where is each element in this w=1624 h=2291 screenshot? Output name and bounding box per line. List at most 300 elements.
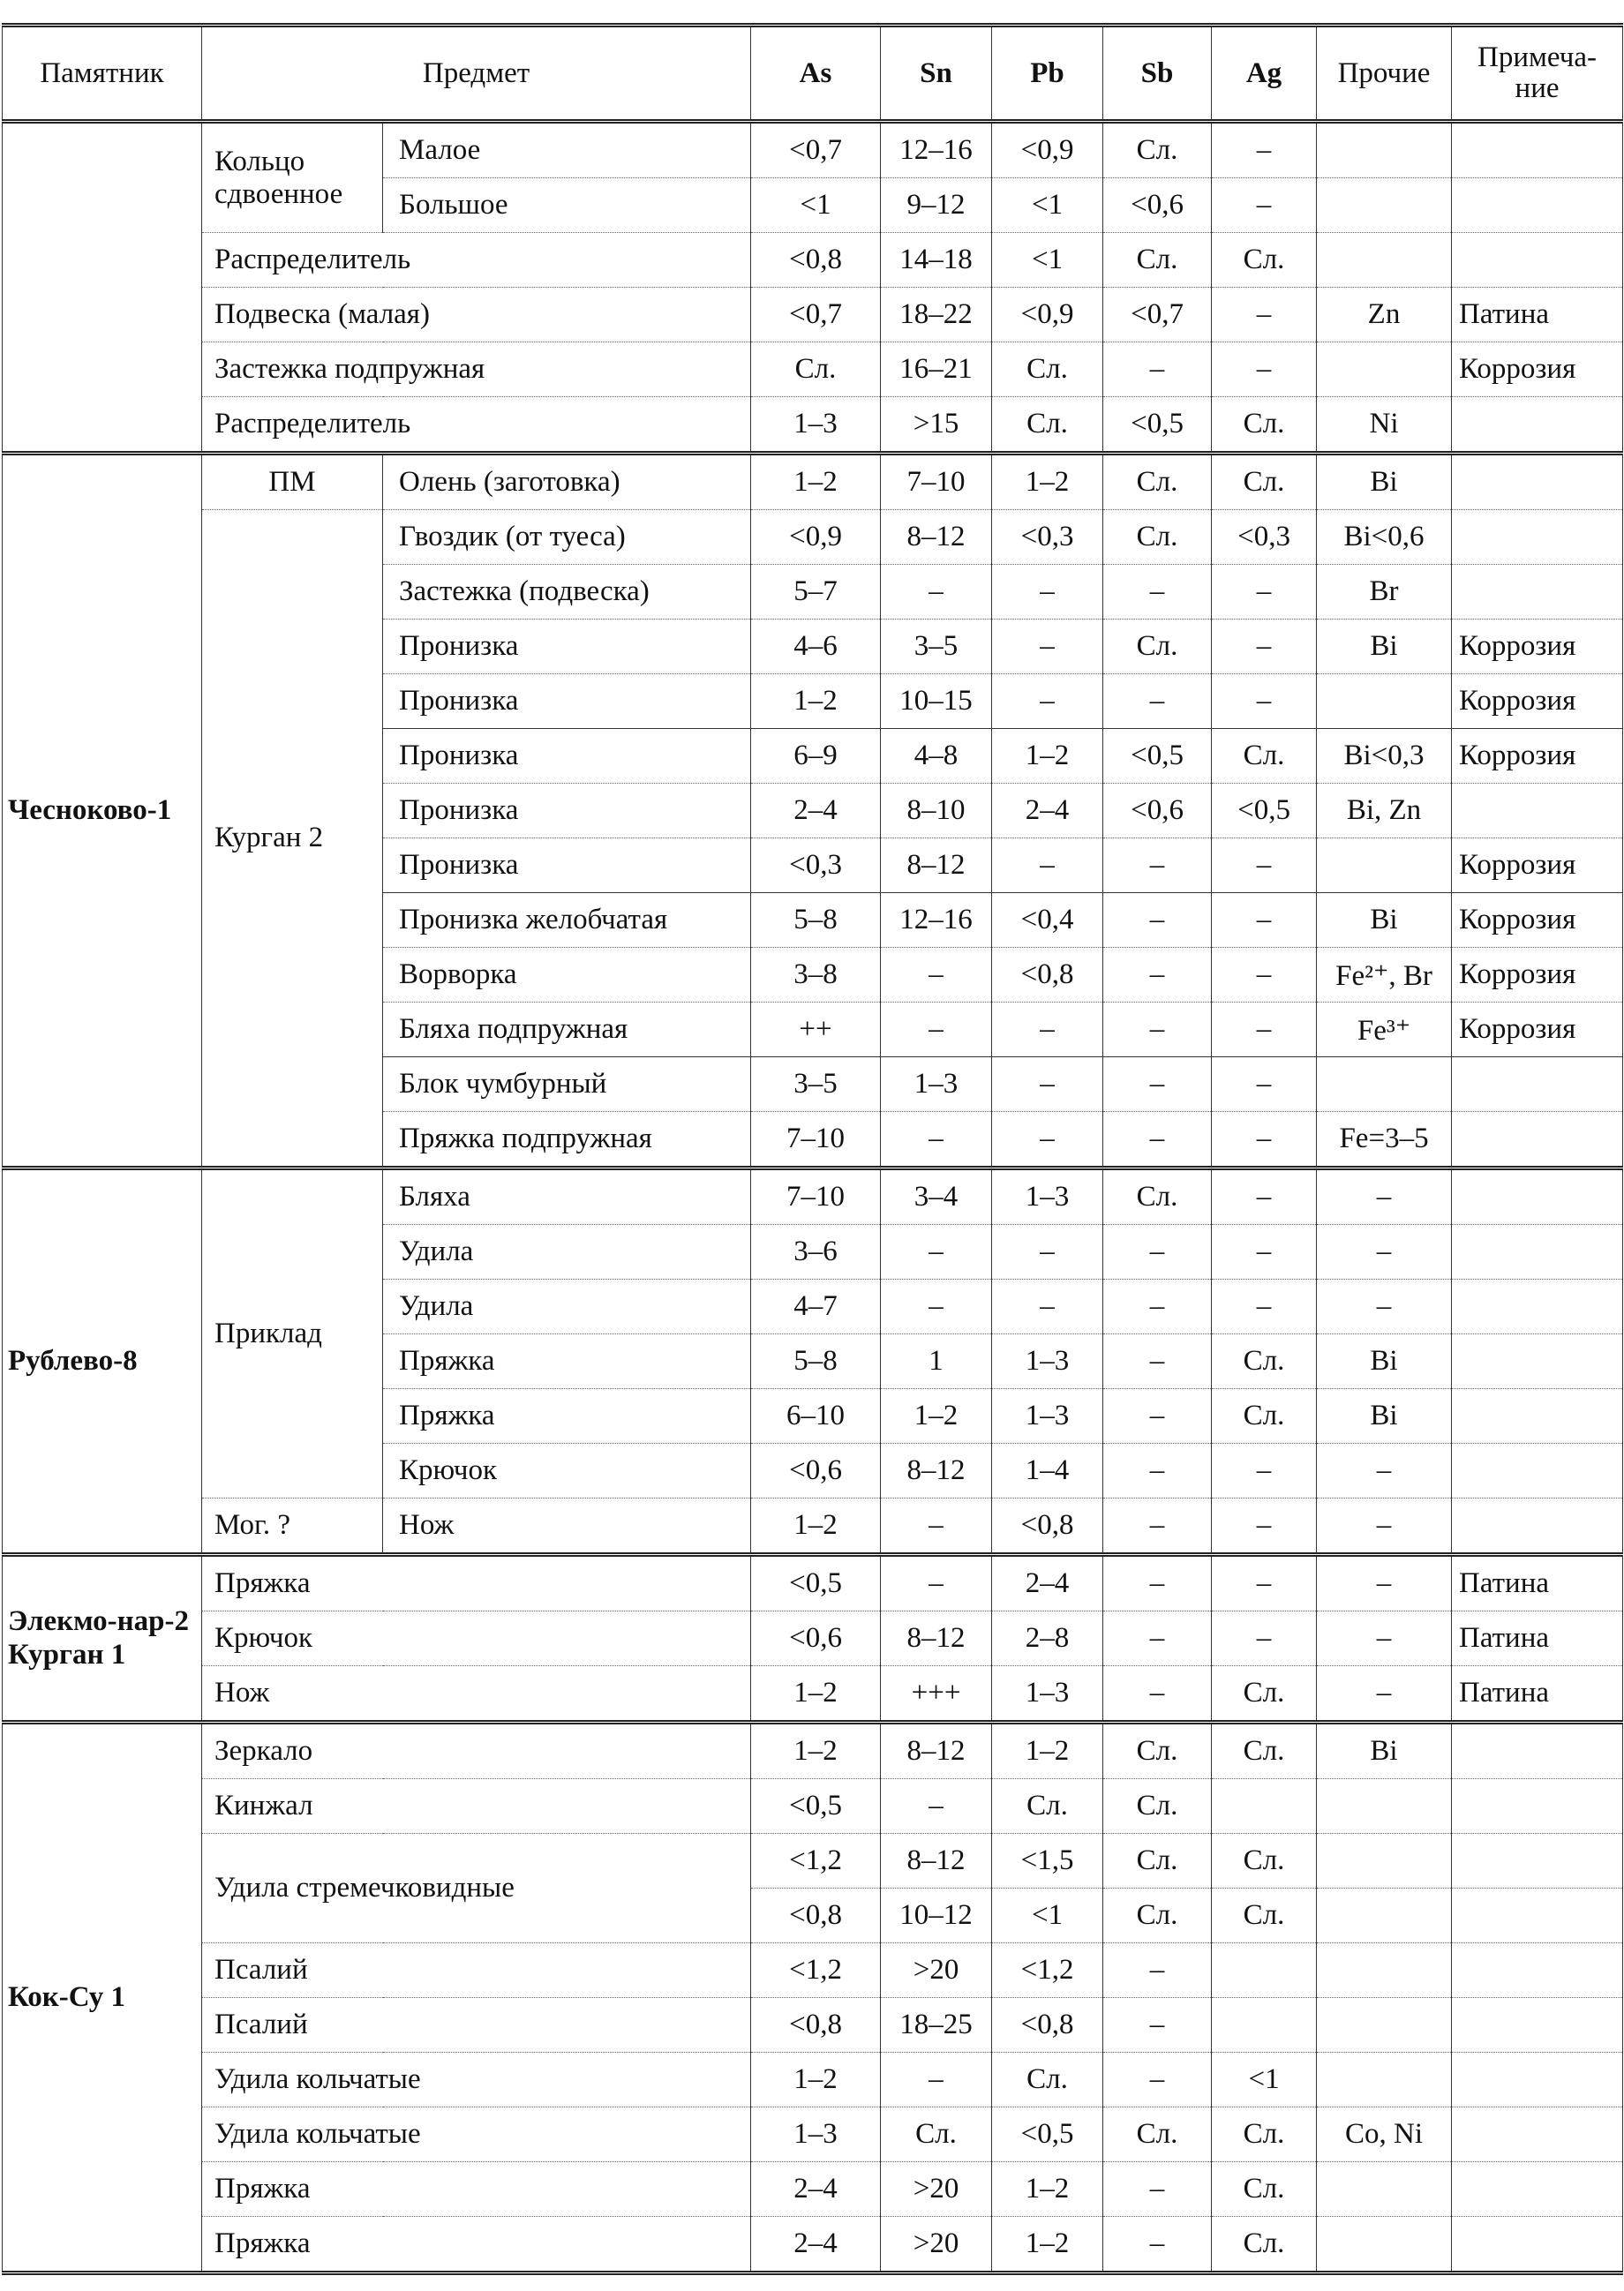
item-name: Большое	[383, 178, 751, 233]
item-name: Пронизка желобчатая	[383, 893, 751, 948]
value-as: 2–4	[751, 2217, 881, 2273]
value-sn: 8–12	[881, 838, 992, 893]
value-note	[1452, 565, 1623, 620]
value-note	[1452, 1834, 1623, 1889]
value-other: Bi	[1317, 893, 1452, 948]
value-as: 7–10	[751, 1168, 881, 1225]
value-sb: Сл.	[1103, 1779, 1212, 1834]
value-pb: <0,8	[992, 1998, 1103, 2053]
value-sn: 4–8	[881, 729, 992, 784]
value-pb: <0,3	[992, 510, 1103, 565]
value-ag: –	[1212, 1057, 1317, 1112]
item-name: Бляха	[383, 1168, 751, 1225]
value-other: Bi<0,3	[1317, 729, 1452, 784]
table-row	[3, 1723, 1623, 1779]
value-sb: <0,7	[1103, 288, 1212, 342]
value-pb: –	[992, 565, 1103, 620]
value-sb: <0,6	[1103, 178, 1212, 233]
value-as: <1,2	[751, 1943, 881, 1998]
value-note: Патина	[1452, 288, 1623, 342]
value-ag: –	[1212, 1003, 1317, 1057]
value-other: Bi	[1317, 1334, 1452, 1389]
composition-table	[2, 23, 1623, 2275]
item-name: Распределитель	[202, 397, 751, 454]
value-note	[1452, 1723, 1623, 1779]
value-as: 3–8	[751, 948, 881, 1003]
value-note	[1452, 1168, 1623, 1225]
value-sb: –	[1103, 1666, 1212, 1723]
value-sb: –	[1103, 1280, 1212, 1334]
header-sb: Sb	[1103, 26, 1212, 122]
value-sb: –	[1103, 2162, 1212, 2217]
value-other	[1317, 2053, 1452, 2107]
item-name: Пряжка	[202, 1555, 751, 1611]
value-ag: Сл.	[1212, 1723, 1317, 1779]
value-sb: –	[1103, 674, 1212, 729]
table-row	[3, 1555, 1623, 1611]
value-pb: –	[992, 1057, 1103, 1112]
value-sb: Сл.	[1103, 1723, 1212, 1779]
value-other: Zn	[1317, 288, 1452, 342]
value-ag: Сл.	[1212, 2162, 1317, 2217]
value-ag: –	[1212, 565, 1317, 620]
value-pb: 1–2	[992, 2162, 1103, 2217]
value-pb: 1–3	[992, 1168, 1103, 1225]
table-row	[3, 454, 1623, 510]
value-other: Ni	[1317, 397, 1452, 454]
value-as: 7–10	[751, 1112, 881, 1168]
item-name: Нож	[383, 1499, 751, 1555]
item-name: Удила	[383, 1225, 751, 1280]
value-other	[1317, 1889, 1452, 1943]
header-site: Памятник	[3, 26, 202, 122]
value-as: <0,8	[751, 233, 881, 288]
value-as: <0,5	[751, 1779, 881, 1834]
value-ag: Сл.	[1212, 1389, 1317, 1444]
value-pb: <0,4	[992, 893, 1103, 948]
value-other: Fe²⁺, Br	[1317, 948, 1452, 1003]
value-sn: 1–3	[881, 1057, 992, 1112]
value-pb: 2–4	[992, 784, 1103, 838]
value-ag: Сл.	[1212, 729, 1317, 784]
value-sn: 10–15	[881, 674, 992, 729]
value-as: 1–2	[751, 1499, 881, 1555]
value-note	[1452, 397, 1623, 454]
header-pb: Pb	[992, 26, 1103, 122]
value-sn: –	[881, 1499, 992, 1555]
value-pb: 1–3	[992, 1389, 1103, 1444]
value-sn: 12–16	[881, 893, 992, 948]
value-sb: –	[1103, 1225, 1212, 1280]
value-sn: –	[881, 948, 992, 1003]
item-name: Пронизка	[383, 674, 751, 729]
value-sb: <0,6	[1103, 784, 1212, 838]
value-sn: 9–12	[881, 178, 992, 233]
item-name: Псалий	[202, 1998, 751, 2053]
value-as: 1–3	[751, 2107, 881, 2162]
value-sn: 8–10	[881, 784, 992, 838]
header-ag: Ag	[1212, 26, 1317, 122]
value-note	[1452, 1943, 1623, 1998]
value-pb: 2–8	[992, 1611, 1103, 1666]
value-note	[1452, 1057, 1623, 1112]
value-sb: –	[1103, 1389, 1212, 1444]
value-note: Коррозия	[1452, 838, 1623, 893]
value-ag: –	[1212, 948, 1317, 1003]
value-pb: Сл.	[992, 2053, 1103, 2107]
value-sn: 3–4	[881, 1168, 992, 1225]
value-ag: –	[1212, 620, 1317, 674]
value-ag	[1212, 1943, 1317, 1998]
value-note	[1452, 1998, 1623, 2053]
header-row	[3, 26, 1623, 122]
value-pb: –	[992, 674, 1103, 729]
value-sn: –	[881, 2053, 992, 2107]
subgroup-name: Кольцо сдвоенное	[202, 122, 383, 233]
value-as: 5–8	[751, 893, 881, 948]
value-sb: Сл.	[1103, 510, 1212, 565]
item-name: Нож	[202, 1666, 751, 1723]
value-as: 1–2	[751, 2053, 881, 2107]
value-sb: –	[1103, 2217, 1212, 2273]
value-as: 6–10	[751, 1389, 881, 1444]
value-ag: –	[1212, 893, 1317, 948]
value-pb: <0,8	[992, 1499, 1103, 1555]
value-other: –	[1317, 1499, 1452, 1555]
value-pb: <0,9	[992, 122, 1103, 178]
value-ag: –	[1212, 178, 1317, 233]
value-other: Br	[1317, 565, 1452, 620]
value-other	[1317, 1998, 1452, 2053]
table-row	[3, 122, 1623, 178]
value-ag: –	[1212, 1280, 1317, 1334]
table-body	[3, 122, 1623, 2273]
value-note: Коррозия	[1452, 729, 1623, 784]
value-note	[1452, 1444, 1623, 1499]
value-pb: 2–4	[992, 1555, 1103, 1611]
item-name: Застежка подпружная	[202, 342, 751, 397]
value-ag: –	[1212, 1555, 1317, 1611]
value-sb: –	[1103, 1499, 1212, 1555]
item-name: Пронизка	[383, 620, 751, 674]
value-ag: Сл.	[1212, 454, 1317, 510]
value-sb: –	[1103, 1611, 1212, 1666]
value-ag	[1212, 1998, 1317, 2053]
value-pb: <1,5	[992, 1834, 1103, 1889]
value-note	[1452, 784, 1623, 838]
value-note: Коррозия	[1452, 342, 1623, 397]
value-ag: Сл.	[1212, 1889, 1317, 1943]
value-ag	[1212, 1779, 1317, 1834]
value-other: –	[1317, 1611, 1452, 1666]
value-sn: –	[881, 1003, 992, 1057]
header-as: As	[751, 26, 881, 122]
header-item: Предмет	[202, 26, 751, 122]
value-note	[1452, 2162, 1623, 2217]
item-name: Олень (заготовка)	[383, 454, 751, 510]
item-name: Подвеска (малая)	[202, 288, 751, 342]
value-pb: Сл.	[992, 342, 1103, 397]
table-row	[3, 1168, 1623, 1225]
value-other	[1317, 178, 1452, 233]
value-sn: 8–12	[881, 1611, 992, 1666]
value-as: 1–2	[751, 1723, 881, 1779]
value-note	[1452, 1889, 1623, 1943]
value-sn: >20	[881, 1943, 992, 1998]
value-sn: –	[881, 1112, 992, 1168]
subgroup-name: Мог. ?	[202, 1499, 383, 1555]
value-ag: –	[1212, 1499, 1317, 1555]
item-name: Удила кольчатые	[202, 2107, 751, 2162]
value-as: <0,7	[751, 288, 881, 342]
item-name: Распределитель	[202, 233, 751, 288]
value-as: 6–9	[751, 729, 881, 784]
value-sb: –	[1103, 1555, 1212, 1611]
value-other: –	[1317, 1280, 1452, 1334]
value-note: Коррозия	[1452, 948, 1623, 1003]
value-note	[1452, 510, 1623, 565]
table-row	[3, 233, 1623, 288]
value-ag: –	[1212, 1444, 1317, 1499]
table-row	[3, 342, 1623, 397]
header-sn: Sn	[881, 26, 992, 122]
table-row	[3, 1998, 1623, 2053]
value-sb: Сл.	[1103, 1168, 1212, 1225]
value-as: 5–7	[751, 565, 881, 620]
value-sn: 1	[881, 1334, 992, 1389]
value-pb: –	[992, 1112, 1103, 1168]
value-sb: Сл.	[1103, 2107, 1212, 2162]
value-ag: –	[1212, 1112, 1317, 1168]
value-sb: Сл.	[1103, 620, 1212, 674]
value-other	[1317, 122, 1452, 178]
value-other: Bi, Zn	[1317, 784, 1452, 838]
value-ag: Сл.	[1212, 233, 1317, 288]
value-sn: >15	[881, 397, 992, 454]
value-sn: Сл.	[881, 2107, 992, 2162]
value-ag: Сл.	[1212, 2217, 1317, 2273]
value-sn: –	[881, 1779, 992, 1834]
site-name: Кок-Су 1	[3, 1723, 202, 2273]
item-name: Застежка (подвеска)	[383, 565, 751, 620]
value-other	[1317, 2217, 1452, 2273]
value-sb: –	[1103, 1444, 1212, 1499]
value-note: Коррозия	[1452, 893, 1623, 948]
value-sn: 18–22	[881, 288, 992, 342]
value-as: 5–8	[751, 1334, 881, 1389]
value-pb: 1–3	[992, 1666, 1103, 1723]
value-sn: 8–12	[881, 1444, 992, 1499]
table-row	[3, 2107, 1623, 2162]
value-as: 4–6	[751, 620, 881, 674]
value-note	[1452, 454, 1623, 510]
item-name: Удила	[383, 1280, 751, 1334]
value-note: Патина	[1452, 1666, 1623, 1723]
value-sn: 12–16	[881, 122, 992, 178]
value-pb: 1–2	[992, 729, 1103, 784]
value-other: Bi	[1317, 620, 1452, 674]
site-name: Чесноково-1	[3, 454, 202, 1168]
value-as: <0,8	[751, 1998, 881, 2053]
value-sn: –	[881, 1280, 992, 1334]
table-row	[3, 1834, 1623, 1889]
subgroup-name: Приклад	[202, 1168, 383, 1499]
value-other: Bi	[1317, 1723, 1452, 1779]
value-sn: >20	[881, 2217, 992, 2273]
table-row	[3, 2162, 1623, 2217]
value-pb: –	[992, 1003, 1103, 1057]
value-other	[1317, 674, 1452, 729]
table-row	[3, 2053, 1623, 2107]
value-other: –	[1317, 1444, 1452, 1499]
item-name: Кинжал	[202, 1779, 751, 1834]
value-pb: 1–3	[992, 1334, 1103, 1389]
value-ag: –	[1212, 674, 1317, 729]
value-note	[1452, 1499, 1623, 1555]
value-sn: –	[881, 1555, 992, 1611]
header-note: Примеча-ние	[1452, 26, 1623, 122]
subgroup-name: ПМ	[202, 454, 383, 510]
value-sn: 1–2	[881, 1389, 992, 1444]
value-as: 4–7	[751, 1280, 881, 1334]
value-note	[1452, 1225, 1623, 1280]
value-note: Коррозия	[1452, 620, 1623, 674]
value-note: Патина	[1452, 1555, 1623, 1611]
value-sb: <0,5	[1103, 397, 1212, 454]
value-sb: <0,5	[1103, 729, 1212, 784]
value-ag: –	[1212, 838, 1317, 893]
value-pb: –	[992, 1225, 1103, 1280]
value-ag: –	[1212, 1225, 1317, 1280]
value-other: –	[1317, 1666, 1452, 1723]
value-as: <0,6	[751, 1611, 881, 1666]
item-name: Малое	[383, 122, 751, 178]
item-name: Пронизка	[383, 729, 751, 784]
table-row	[3, 1611, 1623, 1666]
value-other	[1317, 342, 1452, 397]
value-sn: 3–5	[881, 620, 992, 674]
value-as: <0,9	[751, 510, 881, 565]
item-name: Удила кольчатые	[202, 2053, 751, 2107]
value-ag: Сл.	[1212, 1666, 1317, 1723]
value-sn: 14–18	[881, 233, 992, 288]
value-sb: Сл.	[1103, 454, 1212, 510]
value-ag: Сл.	[1212, 1834, 1317, 1889]
item-name: Пряжка	[383, 1389, 751, 1444]
value-note	[1452, 2107, 1623, 2162]
value-pb: <0,9	[992, 288, 1103, 342]
value-pb: <0,5	[992, 2107, 1103, 2162]
site-name: Рублево-8	[3, 1168, 202, 1555]
value-pb: <1	[992, 178, 1103, 233]
value-sb: –	[1103, 893, 1212, 948]
value-note	[1452, 2217, 1623, 2273]
value-sb: –	[1103, 1057, 1212, 1112]
value-ag: Сл.	[1212, 2107, 1317, 2162]
value-note: Патина	[1452, 1611, 1623, 1666]
value-sb: Сл.	[1103, 1889, 1212, 1943]
value-other: Co, Ni	[1317, 2107, 1452, 2162]
item-name: Гвоздик (от туеса)	[383, 510, 751, 565]
value-other	[1317, 1057, 1452, 1112]
value-other: Bi	[1317, 454, 1452, 510]
value-other: Fe³⁺	[1317, 1003, 1452, 1057]
value-as: <1	[751, 178, 881, 233]
value-pb: Сл.	[992, 397, 1103, 454]
value-pb: 1–2	[992, 2217, 1103, 2273]
value-sb: –	[1103, 342, 1212, 397]
value-ag: –	[1212, 1168, 1317, 1225]
item-name: Крючок	[383, 1444, 751, 1499]
value-other	[1317, 838, 1452, 893]
value-as: 3–5	[751, 1057, 881, 1112]
table-row	[3, 510, 1623, 565]
item-name: Пряжка подпружная	[383, 1112, 751, 1168]
value-ag: Сл.	[1212, 1334, 1317, 1389]
value-other: –	[1317, 1168, 1452, 1225]
value-pb: <1,2	[992, 1943, 1103, 1998]
value-sb: Сл.	[1103, 122, 1212, 178]
value-ag: –	[1212, 342, 1317, 397]
table-row	[3, 1779, 1623, 1834]
value-pb: –	[992, 1280, 1103, 1334]
value-sn: >20	[881, 2162, 992, 2217]
value-pb: –	[992, 620, 1103, 674]
value-as: <0,3	[751, 838, 881, 893]
value-as: <1,2	[751, 1834, 881, 1889]
table-row	[3, 1943, 1623, 1998]
value-other	[1317, 1834, 1452, 1889]
value-ag: –	[1212, 1611, 1317, 1666]
value-sn: 18–25	[881, 1998, 992, 2053]
value-sb: –	[1103, 565, 1212, 620]
table-row	[3, 2217, 1623, 2273]
value-as: 1–2	[751, 1666, 881, 1723]
value-as: <0,6	[751, 1444, 881, 1499]
item-name: Пронизка	[383, 784, 751, 838]
subgroup-name: Курган 2	[202, 510, 383, 1168]
value-note	[1452, 1389, 1623, 1444]
value-sn: –	[881, 565, 992, 620]
value-note	[1452, 2053, 1623, 2107]
value-ag: <0,5	[1212, 784, 1317, 838]
value-as: 1–2	[751, 454, 881, 510]
value-pb: <1	[992, 1889, 1103, 1943]
site-name	[3, 122, 202, 454]
composition-table-container	[2, 23, 1623, 2275]
item-name: Зеркало	[202, 1723, 751, 1779]
value-sn: 8–12	[881, 1834, 992, 1889]
item-name: Пронизка	[383, 838, 751, 893]
value-pb: 1–2	[992, 1723, 1103, 1779]
value-other	[1317, 1779, 1452, 1834]
value-other: Bi<0,6	[1317, 510, 1452, 565]
value-as: <0,5	[751, 1555, 881, 1611]
value-as: <0,8	[751, 1889, 881, 1943]
value-sn: 8–12	[881, 1723, 992, 1779]
item-name: Псалий	[202, 1943, 751, 1998]
item-name: Бляха подпружная	[383, 1003, 751, 1057]
value-sn: 10–12	[881, 1889, 992, 1943]
item-name: Крючок	[202, 1611, 751, 1666]
value-sb: –	[1103, 1998, 1212, 2053]
value-ag: –	[1212, 288, 1317, 342]
value-other: –	[1317, 1225, 1452, 1280]
value-note	[1452, 1334, 1623, 1389]
value-as: 1–2	[751, 674, 881, 729]
value-pb: Сл.	[992, 1779, 1103, 1834]
item-name: Блок чумбурный	[383, 1057, 751, 1112]
